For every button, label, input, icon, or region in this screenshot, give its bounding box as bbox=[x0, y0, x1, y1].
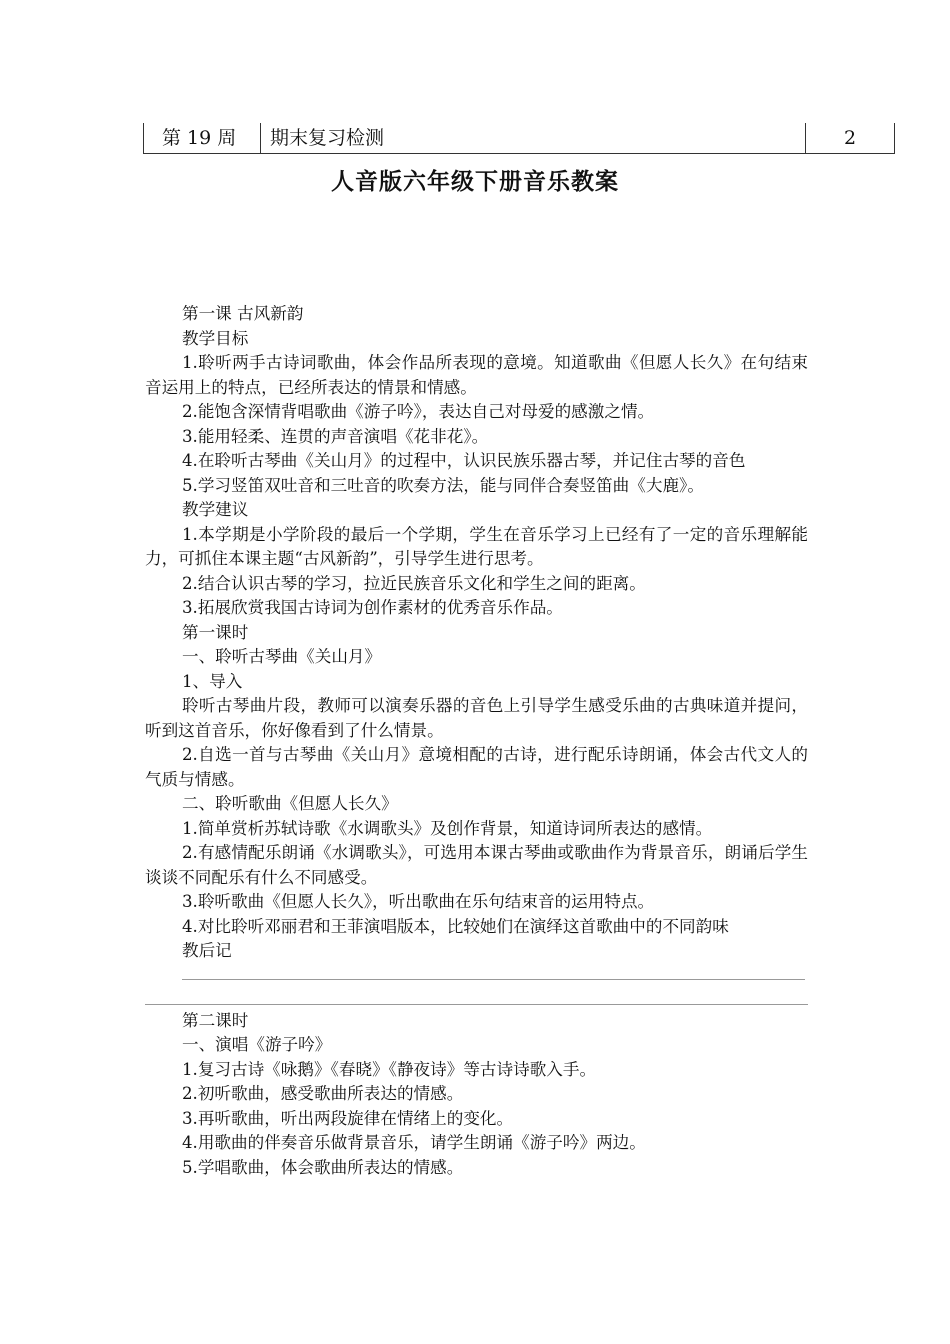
paragraph: 2.初听歌曲，感受歌曲所表达的情感。 bbox=[182, 1084, 464, 1103]
section-heading: 第二课时 bbox=[182, 1010, 249, 1030]
paragraph: 1.简单赏析苏轼诗歌《水调歌头》及创作背景，知道诗词所表达的感情。 bbox=[182, 818, 713, 838]
header-divider bbox=[143, 123, 144, 153]
paragraph: 5.学唱歌曲，体会歌曲所表达的情感。 bbox=[182, 1157, 464, 1177]
paragraph: 3.拓展欣赏我国古诗词为创作素材的优秀音乐作品。 bbox=[182, 598, 563, 617]
paragraph: 1.本学期是小学阶段的最后一个学期，学生在音乐学习上已经有了一定的音乐理解能力，可抓住本课主题“古风新韵”，引导学生进行思考。 bbox=[145, 524, 808, 568]
section-heading: 一、演唱《游子吟》 bbox=[182, 1035, 332, 1054]
header-topic: 期末复习检测 bbox=[270, 127, 385, 149]
document-title: 人音版六年级下册音乐教案 bbox=[331, 168, 619, 195]
header-divider bbox=[805, 123, 806, 153]
paragraph: 2.有感情配乐朗诵《水调歌头》，可选用本课古琴曲或歌曲作为背景音乐，朗诵后学生谈谈不同配乐有什么不同感受。 bbox=[145, 843, 808, 887]
paragraph: 5.学习竖笛双吐音和三吐音的吹奏方法，能与同伴合奏竖笛曲《大鹿》。 bbox=[182, 475, 704, 495]
document-body bbox=[145, 302, 808, 1180]
paragraph: 3.聆听歌曲《但愿人长久》，听出歌曲在乐句结束音的运用特点。 bbox=[182, 892, 655, 911]
paragraph: 3.能用轻柔、连贯的声音演唱《花非花》。 bbox=[182, 426, 489, 446]
paragraph: 1.复习古诗《咏鹅》《春晓》《静夜诗》等古诗诗歌入手。 bbox=[182, 1059, 597, 1079]
header-divider bbox=[260, 123, 261, 153]
header-week: 第 19 周 bbox=[162, 127, 237, 149]
section-heading: 教学目标 bbox=[182, 328, 249, 348]
section-heading: 1、导入 bbox=[182, 671, 243, 691]
paragraph: 4.对比聆听邓丽君和王菲演唱版本，比较她们在演绎这首歌曲中的不同韵味 bbox=[182, 916, 729, 936]
section-heading: 教后记 bbox=[182, 941, 232, 960]
paragraph: 4.用歌曲的伴奏音乐做背景音乐，请学生朗诵《游子吟》两边。 bbox=[182, 1133, 646, 1152]
page-header bbox=[143, 123, 895, 154]
section-heading: 二、聆听歌曲《但愿人长久》 bbox=[182, 794, 398, 813]
notes-line bbox=[182, 979, 805, 980]
section-heading: 教学建议 bbox=[182, 500, 249, 519]
paragraph: 2.自选一首与古琴曲《关山月》意境相配的古诗，进行配乐诗朗诵，体会古代文人的气质与情感。 bbox=[145, 745, 808, 789]
lesson-heading: 第一课 古风新韵 bbox=[182, 304, 304, 323]
paragraph: 4.在聆听古琴曲《关山月》的过程中，认识民族乐器古琴，并记住古琴的音色 bbox=[182, 451, 746, 470]
paragraph: 3.再听歌曲，听出两段旋律在情绪上的变化。 bbox=[182, 1108, 514, 1128]
second-period-section bbox=[145, 1009, 808, 1181]
header-page-number: 2 bbox=[844, 127, 857, 149]
header-divider bbox=[894, 123, 895, 153]
paragraph: 聆听古琴曲片段，教师可以演奏乐器的音色上引导学生感受乐曲的古典味道并提问，听到这首音乐，你好像看到了什么情景。 bbox=[145, 696, 808, 740]
paragraph: 1.聆听两手古诗词歌曲，体会作品所表现的意境。知道歌曲《但愿人长久》在句结束音运用上的特点，已经所表达的情景和情感。 bbox=[145, 353, 808, 397]
section-heading: 一、聆听古琴曲《关山月》 bbox=[182, 647, 382, 666]
notes-line bbox=[145, 1004, 808, 1005]
section-heading: 第一课时 bbox=[182, 622, 249, 642]
paragraph: 2.能饱含深情背唱歌曲《游子吟》，表达自己对母爱的感激之情。 bbox=[182, 402, 655, 421]
paragraph: 2.结合认识古琴的学习，拉近民族音乐文化和学生之间的距离。 bbox=[182, 573, 646, 593]
